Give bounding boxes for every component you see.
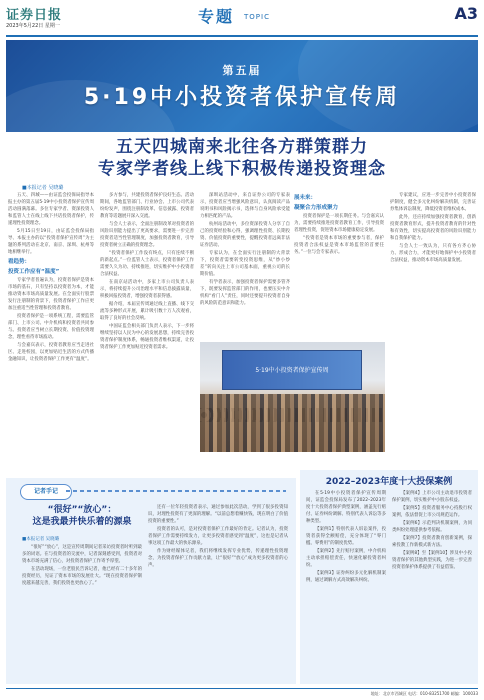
paragraph: 此外，还应持续加强投资者教育，创新投资者教育形式，提升投资者教育的针对性和有效性，切实提高投资者的风险识别能力和自我保护能力。 <box>390 215 476 241</box>
paragraph: 五天、四城——由证监会投保局指导本报主办的第五届5·19中小投资者保护宣传周活动圆满落幕。多位专家学者、资深投资人和监管人士在线上线下共话投资者保护，传递理性投资理念。 <box>8 193 94 226</box>
paragraph: 中国证监会相关部门负责人表示，下一步将继续坚持以人民为中心的发展思想，持续完善投资者保护制度体系，畅通投资者维权渠道，让投资者保护工作更加贴近投资者需求。 <box>100 324 194 350</box>
footer-text: 地址：北京市西城区 电话：010-83251700 邮编：100033 <box>370 691 478 696</box>
article-byline: ■本报记者 吴晓璐 <box>22 185 64 191</box>
subhead-label: 展未来： <box>294 195 317 201</box>
main-headline <box>6 136 478 180</box>
dateline: 2023年5月22日 星期一 <box>6 23 60 29</box>
section-subtitle: TOPIC <box>244 13 270 21</box>
note-column-2 <box>148 504 288 678</box>
header-rule <box>6 35 478 37</box>
banner-title: 5·19中小投资者保护宣传周 <box>83 85 401 110</box>
article-column-1 <box>8 192 94 472</box>
paragraph: 【案例4】上市公司主动退市投资者保护案例，切实维护中小股东权益。 <box>392 491 472 503</box>
paragraph: 杭州站活动中，多位资深投资人分享了自己的投资经验和心得，强调理性投资、长期投资、价值投资的重要性，提醒投资者远离非法证券活动。 <box>200 222 290 248</box>
paragraph: 在南京站活动中，多家上市公司负责人表示，将持续提升公司治理水平和信息披露质量，积极回报投资者，增强投资者获得感。 <box>100 280 194 299</box>
paragraph: 多方参与，共建投资者保护良好生态。活动期间，各地监管部门、行业协会、上市公司代表纷纷发声，围绕注册制改革、信息披露、投资者教育等话题展开深入交流。 <box>100 193 194 219</box>
paragraph: 【案例2】先行赔付案例，中介机构主动承担赔偿责任，快速化解投资者纠纷。 <box>306 549 386 568</box>
banner-edition: 第五届 <box>222 64 262 77</box>
paragraph: 在5·19中小投资者保护宣传周期间，证监会投保局发布了2022–2023年度十大投资者保护典型案例，涵盖先行赔付、证券纠纷调解、特别代表人诉讼等多种类型。 <box>306 491 386 524</box>
paragraph: 专家认为，在全面实行注册制的大背景下，投资者需要转变投资思维，从“炒小炒差”转向关注上市公司基本面，重视公司的长期价值。 <box>200 251 290 277</box>
paragraph: 投资者保护是一项系统工程，需要监管部门、上市公司、中介机构和投资者共同参与。投资者应当树立长期投资、价值投资理念，理性看待市场波动。 <box>8 314 94 340</box>
section-title: 专题 <box>198 7 235 26</box>
article-column-3 <box>200 192 290 338</box>
paragraph: 与会人士一致认为，只有各方齐心协力、形成合力，才能更好地保护中小投资者合法权益，推动资本市场高质量发展。 <box>390 244 476 263</box>
paragraph: “很好”“放心”，这是宣传周期间记者采访投资者时听到最多的词语。在与投资者的交流中，记者深刻感受到，投资者对资本市场充满了信心，对投资者保护工作寄予厚望。 <box>22 545 142 564</box>
paragraph: 据介绍，本届宣传周通过线上直播、线下交流等多种形式开展，累计吸引数十万人次观看，取得了良好的社会反响。 <box>100 302 194 321</box>
subhead-label: 看趋势： <box>8 259 31 265</box>
event-photo <box>200 342 385 452</box>
reporter-notes-title <box>22 504 142 528</box>
paragraph: 与会人士表示，全面注册制改革对投资者的风险识别能力提出了更高要求，需要进一步完善投资者适当性管理制度，加强投资者教育，引导投资者树立正确的投资理念。 <box>100 222 194 248</box>
paragraph: 作为财经媒体记者，我们将继续发挥专业优势，传递理性投资理念，为投资者保护工作贡献力量，让“很好”“放心”成为更多投资者的心声。 <box>148 549 288 568</box>
audience <box>200 394 385 452</box>
paragraph: 5月15日至19日，由证监会投保局指导、本报主办的以“投资者保护宣传周”为主题的系列活动在北京、南京、深圳、杭州等地相继举行。 <box>8 229 94 255</box>
paragraph: 专家建议，应进一步完善中小投资者保护制度，健全多元化纠纷解决机制，完善证券集体诉讼制度，降低投资者维权成本。 <box>390 193 476 212</box>
note-column-1 <box>22 544 142 678</box>
cases-title: 2022–2023年度十大投保案例 <box>325 477 453 487</box>
article-column-2 <box>100 192 194 472</box>
paragraph: 在活动现场，一位老股民告诉记者，他已经有二十多年的投资经历，见证了资本市场的发展壮大。“现在投资者保护制度越来越完善，我们投资也更放心了。” <box>22 567 142 586</box>
paragraph: 【案例1】特别代表人诉讼案件，投资者获得全额赔偿，充分体现了“零门槛、零费用”的制度优势。 <box>306 527 386 546</box>
note-byline: ■本报记者 吴晓璐 <box>22 537 60 542</box>
paragraph: “投资者保护工作没有终点，只有连续不断的新起点。”一位监管人士表示，投资者保护工作需要久久为功、持续推进，切实维护中小投资者合法权益。 <box>100 251 194 277</box>
paragraph: 有学者表示，加强投资者保护需要多管齐下，既要发挥监管部门的作用，也要压实中介机构“看门人”责任，同时还要提升投资者自身的风险防范意识和能力。 <box>200 280 290 306</box>
paragraph: 还有一位年轻投资者表示，通过参加此次活动，学到了很多投资知识，对理性投资有了更深的理解。“以前总想着赚快钱，现在明白了价值投资的重要性。” <box>148 505 288 524</box>
paragraph: 【案例6】示范判决机制案例，为同类纠纷处理提供参考依据。 <box>392 521 472 533</box>
paragraph: 【案例7】投资者教育创新案例，探索投教工作新模式新方法。 <box>392 536 472 548</box>
reporter-notes-box <box>6 478 296 684</box>
headline-line-2: 专家学者线上线下积极传递投资理念 <box>98 159 386 179</box>
note-title-line-1: “很好”“放心”： <box>47 505 117 515</box>
subhead-title: 投资工作应有“温度” <box>8 269 60 275</box>
reporter-notes-tag: 记者手记 <box>20 484 72 500</box>
paragraph: 投资者保护是一项长期任务。与会嘉宾认为，需要持续推进投资者教育工作，引导投资者理性投资，促进资本市场健康稳定发展。 <box>294 214 384 233</box>
note-title-line-2: 这是我最并快乐着的源泉 <box>32 517 132 527</box>
top-ten-cases-box <box>300 470 478 684</box>
stage-screen <box>222 350 362 390</box>
headline-line-1: 五天四城南来北往各方群策群力 <box>116 137 368 157</box>
photo-screen-text: 5·19中小投资者保护宣传周 <box>255 367 329 374</box>
paragraph: 投资者的认可，是对投资者保护工作最好的肯定。记者认为，投资者保护工作需要持续发力，让更多投资者感受到“温度”，这也是记者从事这项工作最大的快乐源泉。 <box>148 527 288 546</box>
paragraph: 【案例5】投资者服务中心持股行权案例，依法督促上市公司规范运作。 <box>392 506 472 518</box>
paragraph: “投资者是资本市场的重要参与者，保护投资者合法权益是资本市场监管的首要任务。”一位与会专家表示。 <box>294 236 384 255</box>
article-column-3b <box>294 192 384 338</box>
dotted-divider <box>66 490 286 492</box>
paragraph: 专家学者普遍认为，投资者保护是资本市场的基石，只有坚持以投资者为本，才能推动资本市场高质量发展。在全面实行股票发行注册制的背景下，投资者保护工作应更加注重适当性管理和投资者教育。 <box>8 278 94 311</box>
paragraph: 【案例3】证券纠纷多元化解机制案例，通过调解方式高效解决纠纷。 <box>306 571 386 583</box>
cases-column-1 <box>306 490 386 678</box>
campaign-banner <box>6 40 478 132</box>
masthead <box>0 0 484 38</box>
paragraph: 深圳站活动中，来自证券公司的专家表示，投资者应当增强风险意识，认真阅读产品说明书和风险揭示书，选择与自身风险承受能力相匹配的产品。 <box>200 193 290 219</box>
paragraph: 【案例8】至【案例10】涉及中小投资者保护的其他典型实践，为进一步完善投资者保护体系提供了有益借鉴。 <box>392 551 472 570</box>
page-number: A3 <box>454 4 478 23</box>
page-footer <box>6 688 478 698</box>
cases-column-2 <box>392 490 472 678</box>
newspaper-logo: 证券日报 <box>6 8 63 23</box>
paragraph: 与会嘉宾表示，投资者教育应当走进社区、走进校园，以更加贴近生活的方式传播金融知识，让投资者保护工作更有“温度”。 <box>8 343 94 362</box>
article-column-4 <box>390 192 476 464</box>
subhead-title: 凝聚合力形成聚力 <box>294 205 339 211</box>
